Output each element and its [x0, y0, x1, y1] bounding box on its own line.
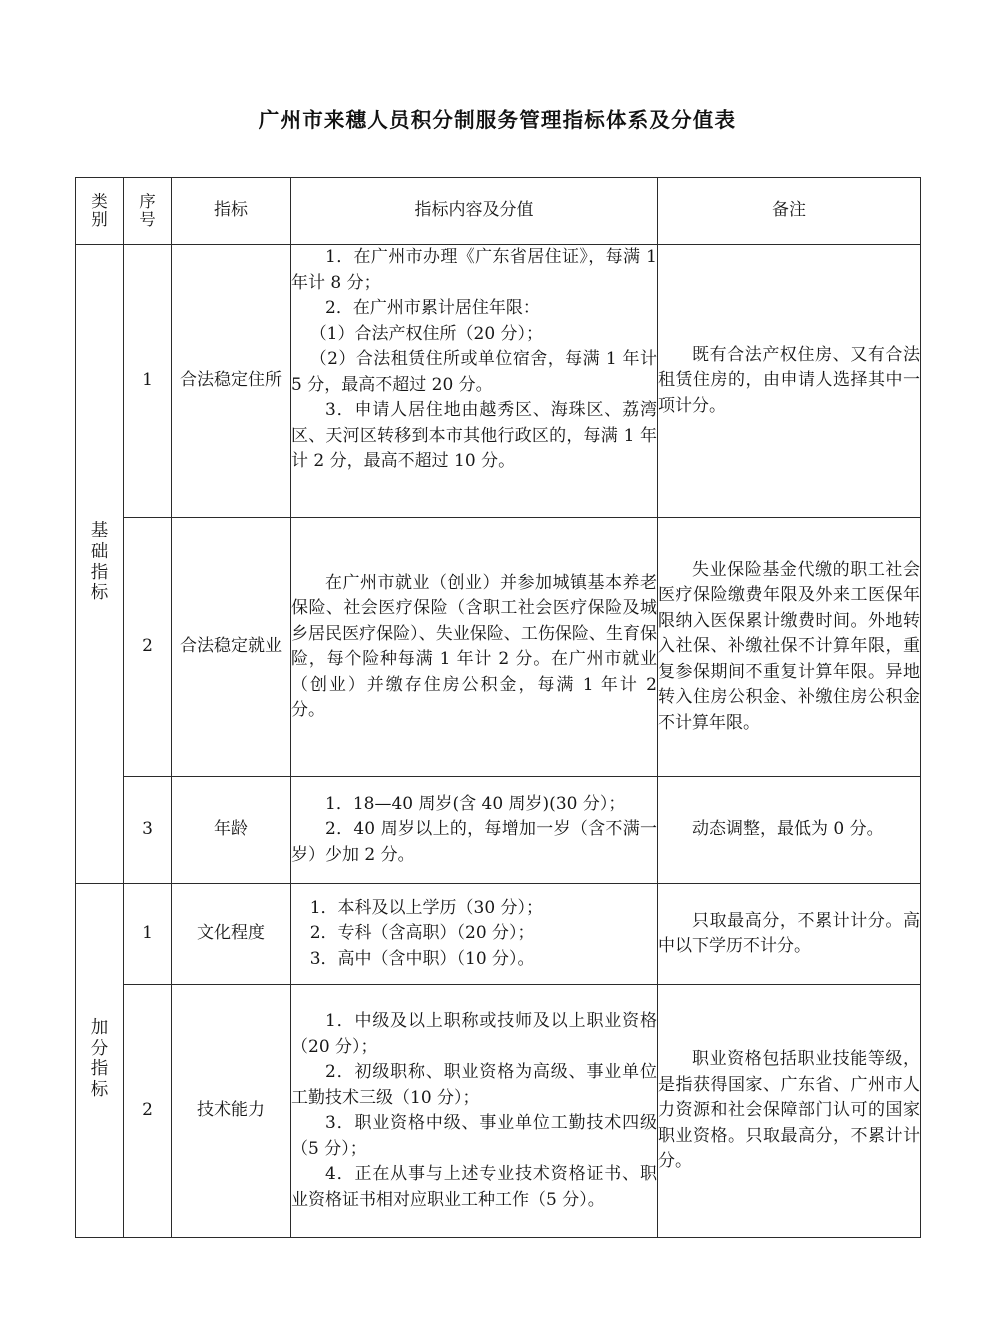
column-header-serial-line1: 序: [139, 191, 156, 211]
row-content: [291, 884, 658, 985]
table-row: [76, 518, 921, 777]
column-header-content: 指标内容及分值: [291, 178, 658, 245]
content-line: 1．18—40 周岁(含 40 周岁)(30 分）；: [325, 793, 626, 814]
column-header-category-line1: 类: [91, 191, 108, 211]
category-label: 加分指标: [90, 1017, 109, 1100]
column-header-serial: [124, 178, 172, 245]
row-indicator: 文化程度: [172, 884, 291, 985]
score-table: [75, 177, 921, 1238]
row-remark: [658, 518, 921, 777]
row-serial: 2: [124, 518, 172, 777]
content-line: （1）合法产权住所（20 分）；: [309, 323, 544, 344]
row-serial: 1: [124, 884, 172, 985]
content-line: 1．在广州市办理《广东省居住证》，每满 1 年计 8 分；: [291, 247, 657, 293]
category-label: 基础指标: [90, 521, 109, 604]
table-row: [76, 777, 921, 884]
row-serial: 3: [124, 777, 172, 884]
row-indicator: 技术能力: [172, 985, 291, 1238]
remark-text: 只取最高分，不累计计分。高中以下学历不计分。: [658, 910, 920, 956]
content-line: 2．40 周岁以上的，每增加一岁（含不满一岁）少加 2 分。: [291, 819, 657, 865]
remark-text: 既有合法产权住房、又有合法租赁住房的，由申请人选择其中一项计分。: [658, 344, 920, 416]
content-line: 3．职业资格中级、事业单位工勤技术四级（5 分）；: [291, 1113, 657, 1159]
column-header-serial-line2: 号: [139, 210, 156, 229]
row-serial: 2: [124, 985, 172, 1238]
row-indicator: 合法稳定就业: [172, 518, 291, 777]
content-line: 在广州市就业（创业）并参加城镇基本养老保险、社会医疗保险（含职工社会医疗保险及城乡居民医疗保险）、失业保险、工伤保险、生育保险，每个险种每满 1 年计 2 分。在广州市就业（创业）并缴存住房公积金，每满 1 年计 2 分。: [291, 572, 657, 720]
content-line: 4．正在从事与上述专业技术资格证书、职业资格证书相对应职业工种工作（5 分）。: [291, 1164, 657, 1210]
row-remark: [658, 884, 921, 985]
row-content: [291, 777, 658, 884]
column-header-remark: 备注: [658, 178, 921, 245]
table-row: [76, 245, 921, 518]
column-header-indicator: 指标: [172, 178, 291, 245]
row-content: [291, 985, 658, 1238]
content-line: （2）合法租赁住所或单位宿舍，每满 1 年计 5 分，最高不超过 20 分。: [291, 349, 657, 395]
column-header-category: [76, 178, 124, 245]
remark-text: 职业资格包括职业技能等级，是指获得国家、广东省、广州市人力资源和社会保障部门认可的国家职业资格。只取最高分，不累计计分。: [658, 1049, 920, 1172]
row-indicator: 年龄: [172, 777, 291, 884]
content-line: 3．高中（含中职）（10 分）。: [309, 948, 535, 969]
score-table-container: [0, 177, 995, 1238]
row-serial: 1: [124, 245, 172, 518]
row-remark: [658, 777, 921, 884]
row-remark: [658, 245, 921, 518]
table-header-row: [76, 178, 921, 245]
row-content: [291, 518, 658, 777]
category-cell-bonus: [76, 884, 124, 1238]
content-line: 1．本科及以上学历（30 分）；: [309, 897, 544, 918]
table-row: [76, 884, 921, 985]
content-line: 2．专科（含高职）（20 分）；: [309, 923, 535, 944]
remark-text: 失业保险基金代缴的职工社会医疗保险缴费年限及外来工医保年限纳入医保累计缴费时间。外地转入社保、补缴社保不计算年限，重复参保期间不重复计算年限。异地转入住房公积金、补缴住房公积金不计算年限。: [658, 559, 920, 733]
content-line: 2．在广州市累计居住年限：: [325, 298, 540, 318]
content-line: 2．初级职称、职业资格为高级、事业单位工勤技术三级（10 分）；: [291, 1062, 657, 1108]
page-title: 广州市来穗人员积分制服务管理指标体系及分值表: [258, 108, 737, 132]
category-cell-basic: [76, 245, 124, 884]
table-row: [76, 985, 921, 1238]
row-remark: [658, 985, 921, 1238]
content-line: 3．申请人居住地由越秀区、海珠区、荔湾区、天河区转移到本市其他行政区的，每满 1 年计 2 分，最高不超过 10 分。: [291, 400, 657, 471]
row-indicator: 合法稳定住所: [172, 245, 291, 518]
column-header-category-line2: 别: [91, 210, 108, 229]
content-line: 1．中级及以上职称或技师及以上职业资格（20 分）；: [291, 1011, 657, 1057]
row-content: [291, 245, 658, 518]
remark-text: 动态调整，最低为 0 分。: [692, 819, 884, 840]
